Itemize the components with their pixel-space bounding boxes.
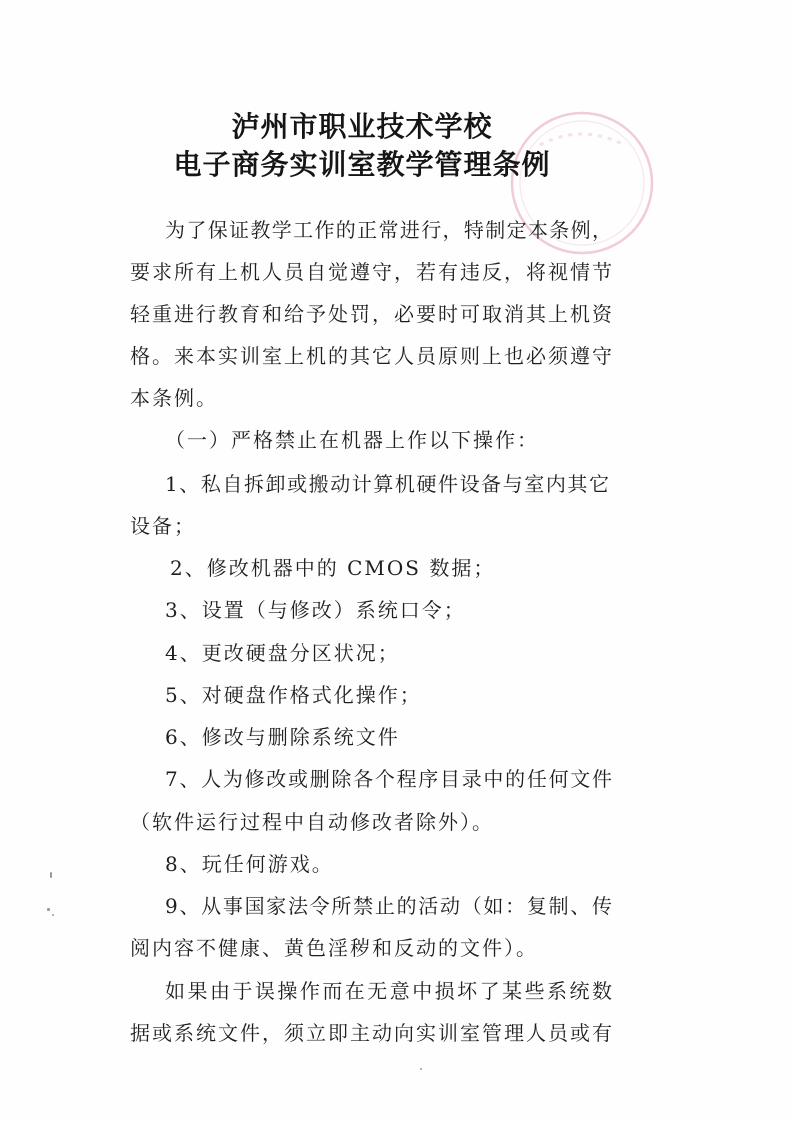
body-line: 据或系统文件，须立即主动向实训室管理人员或有 xyxy=(130,1021,612,1045)
list-item: 6、修改与删除系统文件 xyxy=(165,725,400,749)
list-item: 9、从事国家法令所禁止的活动（如：复制、传 xyxy=(165,894,612,918)
body-line: 本条例。 xyxy=(130,386,218,410)
document-title-line1: 泸州市职业技术学校 xyxy=(231,110,493,143)
scan-speck xyxy=(420,1068,422,1070)
section-heading: （一）严格禁止在机器上作以下操作： xyxy=(165,428,539,452)
list-item: 5、对硬盘作格式化操作； xyxy=(165,683,422,707)
list-item: 3、设置（与修改）系统口令； xyxy=(165,598,466,622)
body-line: 如果由于误操作而在无意中损坏了某些系统数 xyxy=(165,979,612,1003)
list-item: 4、更改硬盘分区状况； xyxy=(165,641,400,665)
scan-speck xyxy=(50,872,52,878)
document-title-line2: 电子商务实训室教学管理条例 xyxy=(173,148,551,181)
scan-speck xyxy=(52,914,54,916)
body-line: 为了保证教学工作的正常进行，特制定本条例， xyxy=(165,218,612,242)
list-item-continuation: （软件运行过程中自动修改者除外）。 xyxy=(130,810,494,834)
scan-speck xyxy=(47,908,50,911)
list-item: 8、玩任何游戏。 xyxy=(165,852,334,876)
list-item: 7、人为修改或删除各个程序目录中的任何文件 xyxy=(165,767,612,791)
list-item: 2、修改机器中的 CMOS 数据； xyxy=(170,556,496,580)
body-line: 格。来本实训室上机的其它人员原则上也必须遵守 xyxy=(130,344,612,368)
list-item-continuation: 阅内容不健康、黄色淫秽和反动的文件）。 xyxy=(130,936,538,960)
body-line: 轻重进行教育和给予处罚，必要时可取消其上机资 xyxy=(130,302,612,326)
body-line: 要求所有上机人员自觉遵守，若有违反，将视情节 xyxy=(130,260,612,284)
list-item: 1、私自拆卸或搬动计算机硬件设备与室内其它 xyxy=(165,472,609,496)
list-item-continuation: 设备； xyxy=(130,514,196,538)
